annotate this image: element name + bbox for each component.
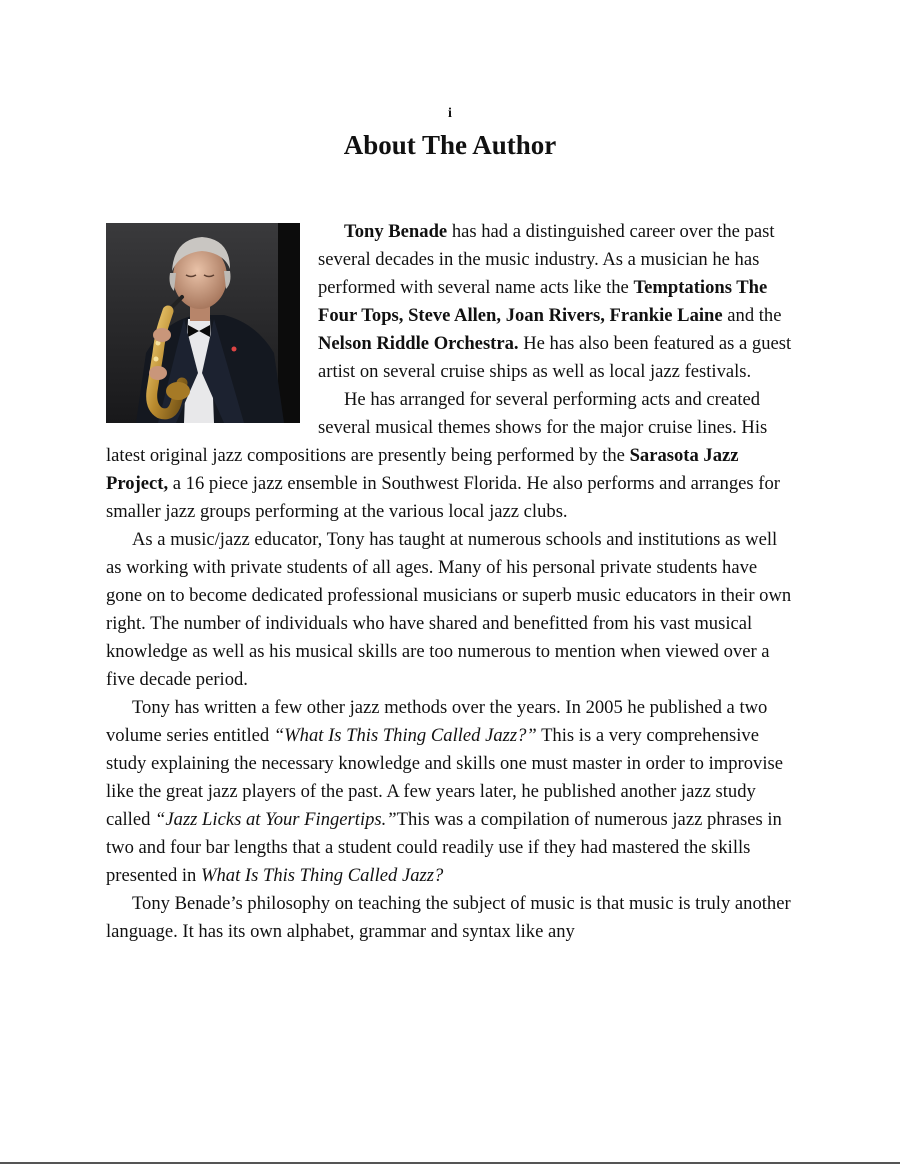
paragraph-publications <box>106 694 796 890</box>
career-text-guest: He has also been featured as a guest artist on several cruise ships as well as local jazz festivals. <box>318 333 792 382</box>
paragraph-philosophy <box>106 890 796 946</box>
paragraph-education <box>106 526 796 694</box>
page-number: i <box>448 106 452 121</box>
philosophy-text: Tony Benade’s philosophy on teaching the subject of music is that music is truly another language. It has its own alphabet, grammar and syntax like any <box>106 893 791 942</box>
publications-text: Tony has written a few other jazz methods over the years. In 2005 he published a two volume series entitled <box>106 697 768 746</box>
publications-text-tail: This was a compilation of numerous jazz phrases in two and four bar lengths that a student could readily use if they had mastered the skills presented in <box>106 809 782 886</box>
orchestra-name: Nelson Riddle Orchestra. <box>318 333 519 354</box>
name-acts: Temptations The Four Tops, Steve Allen, Joan Rivers, Frankie Laine <box>318 277 768 326</box>
article-body <box>106 218 796 946</box>
career-text-connector: and the <box>722 305 782 326</box>
book-title-jazz: “What Is This Thing Called Jazz?” <box>273 725 537 746</box>
education-text: As a music/jazz educator, Tony has taught at numerous schools and institutions as well as working with private students of all ages. Many of his personal private students have gone on to become dedicated professional musicians or superb music educators in their own right. The number of individuals who have shared and benefitted from his vast musical knowledge as well as his musical skills are too numerous to mention when viewed over a five decade period. <box>106 529 792 690</box>
book-title-jazz-repeat: What Is This Thing Called Jazz? <box>201 865 444 886</box>
author-name: Tony Benade <box>344 221 448 242</box>
author-saxophone-portrait <box>106 223 300 423</box>
career-text: has had a distinguished career over the past several decades in the music industry. As a musician he has performed with several name acts like the <box>318 221 775 298</box>
page-title: About The Author <box>343 130 557 160</box>
publications-text-middle: This is a very comprehensive study explaining the necessary knowledge and skills one must master in order to improvise like the great jazz players of the past. A few years later, he published another jazz study called <box>106 725 783 830</box>
arranging-text-tail: a 16 piece jazz ensemble in Southwest Florida. He also performs and arranges for smaller jazz groups performing at the various local jazz clubs. <box>106 473 780 522</box>
book-title-licks: “Jazz Licks at Your Fingertips.” <box>155 809 397 830</box>
ensemble-name: Sarasota Jazz Project, <box>106 445 739 494</box>
arranging-text: He has arranged for several performing acts and created several musical themes shows for the major cruise lines. His latest original jazz compositions are presently being performed by the <box>106 389 768 466</box>
